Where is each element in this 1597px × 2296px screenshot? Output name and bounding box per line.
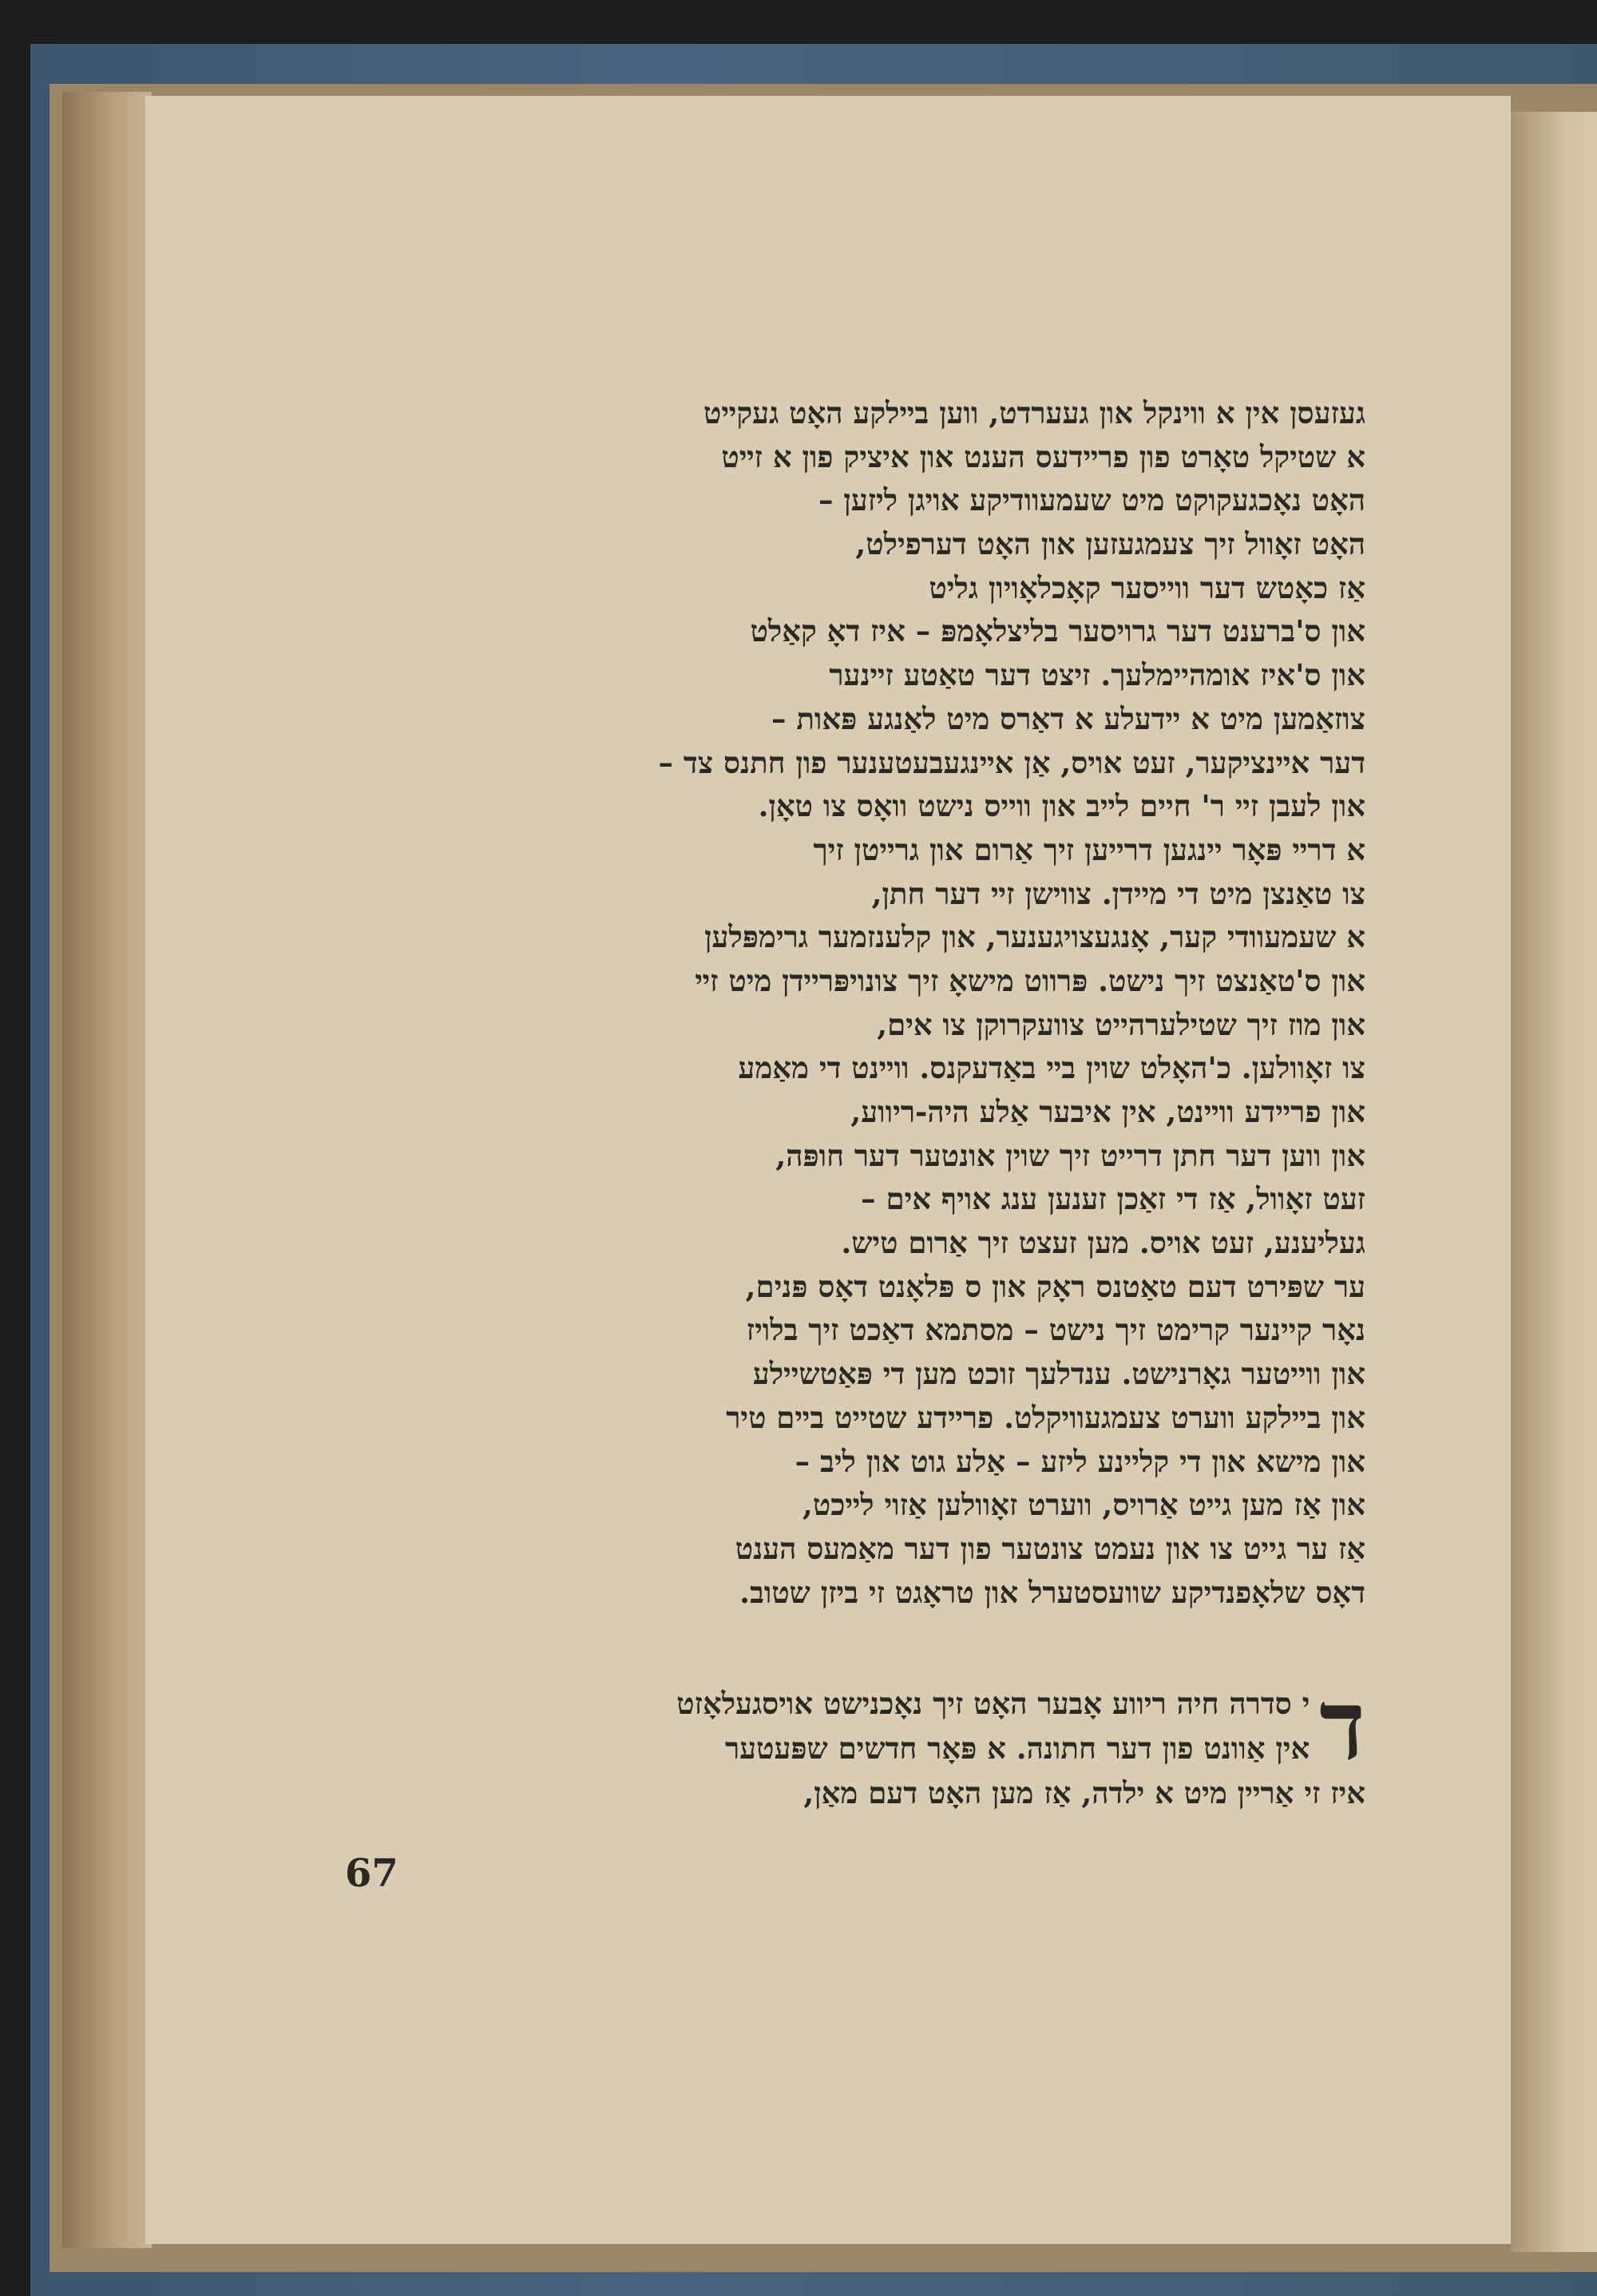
text-line: און ווייטער גאָרנישט. ענדלעך זוכט מען די פּאַטשיילע [752,1356,1365,1392]
text-line: א דרײ פּאָר יינגען דרייען זיך אַרום און גרייטן זיך [813,831,1365,867]
text-line: איז זי אַריין מיט א ילדה, אַז מען האָט דעם מאַן, [803,1775,1365,1810]
text-line: דער אײנציקער, זעט אויס, אַן אײנגעבעטענער פון חתנס צד – [658,744,1365,780]
text-line: אַז כאָטש דער ווייסער קאָכלאָויון גליט [929,569,1365,605]
text-line: און מישא און די קליינע ליזע – אַלע גוט און ליב – [795,1443,1365,1479]
text-line: און מוז זיך שטילערהייט צוועקרוקן צו אים, [877,1006,1365,1042]
text-line: געליענע, זעט אויס. מען זעצט זיך אַרום טיש. [841,1225,1365,1261]
text-line: דאָס שלאָפנדיקע שוועסטערל און טראָגט זי ביזן שטוב. [739,1574,1365,1610]
text-line: האָט זאָוול זיך צעמגעזען און האָט דערפילט, [855,526,1365,562]
text-line: א שטיקל טאָרט פון פרײדעס הענט און איציק פון א זײט [721,438,1365,474]
text-line: אין אַוונט פון דער חתונה. א פּאָר חדשים שפּעטער [724,1731,1310,1766]
text-line: און בײלקע ווערט צעמגעוויקלט. פרײדע שטייט בײם טיר [726,1399,1365,1435]
text-line: און ס'ברענט דער גרויסער בליצלאָמפּ – איז דאָ קאַלט [750,613,1365,649]
poem-text [431,391,1365,1614]
text-line: י סדרה חיה ריווע אָבער האָט זיך נאָכנישט אויסגעלאָזט [676,1686,1310,1721]
text-line: און ווען דער חתן דרייט זיך שוין אונטער דער חופּה, [775,1137,1365,1173]
text-line: אַז ער גייט צו און נעמט צונטער פון דער מאַמעס הענט [735,1530,1365,1566]
text-line: האָט נאָכגעקוקט מיט שעמעוודיקע אויגן ליזען – [818,482,1365,518]
text-line: און לעבן זײ ר' חיים לײב און ווייס נישט וואָס צו טאָן. [758,788,1365,824]
text-line: און ס'איז אומהיימלעך. זיצט דער טאַטע זײנער [829,657,1365,693]
text-line: צוזאַמען מיט א ײדעלע א דאַרס מיט לאַנגע פּאות – [771,700,1365,736]
text-line: זעט זאָוול, אַז די זאַכן זענען ענג אויף אים – [861,1181,1365,1217]
drop-cap: ד [1319,1669,1365,1782]
text-line: און אַז מען גייט אַרויס, ווערט זאָוולען אַזוי לײכט, [802,1487,1365,1523]
text-line: און ס'טאַנצט זיך נישט. פּרווט מישאָ זיך צונויפּריידן מיט זײ [695,962,1365,998]
text-line: א שעמעוודי קער, אָנגעצויגענער, און קלענזמער גרימפּלען [704,919,1365,955]
text-line: און פרײדע ווײנט, אין איבער אַלע היה-ריווע, [850,1094,1365,1129]
page-edges [62,92,152,2248]
text-line: נאָר קיינער קרימט זיך נישט – מסתמא דאַכט זיך בלויז [746,1312,1365,1348]
second-paragraph [479,1669,1365,1815]
text-line: צו טאַנצן מיט די מיידן. צווישן זײ דער חתן, [871,875,1365,911]
text-line: ער שפּירט דעם טאַטנס ראָק און ס פּלאָנט דאָס פּנים, [745,1268,1365,1304]
text-line: צו זאָוולען. כ'האָלט שוין בײ באַדעקנס. ווײנט די מאַמע [738,1050,1365,1086]
second-paragraph-lines [479,1669,1365,1815]
text-line: געזעסן אין א ווינקל און געערדט, ווען בײלקע האָט געקײט [703,395,1365,430]
facing-page-edge [1511,112,1597,2252]
page-number: 67 [345,1851,398,1896]
